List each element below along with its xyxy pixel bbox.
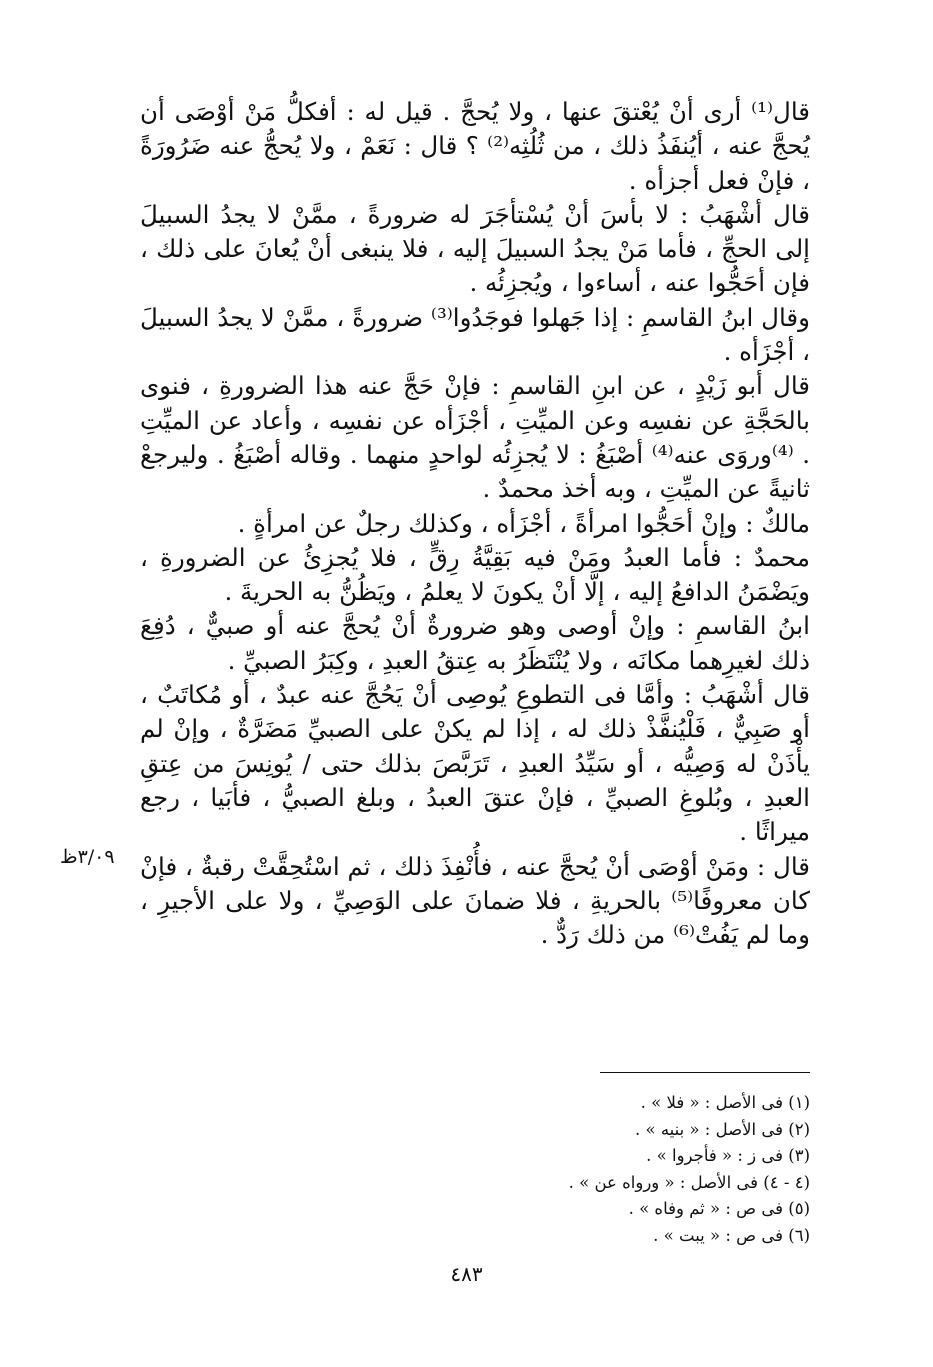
manuscript-folio-note: ٣/٠٩ظ (60, 846, 115, 868)
footnote-1: (١) فى الأصل : « فلا » . (640, 1093, 810, 1112)
footnote-6: (٦) فى ص : « يبت » . (653, 1225, 810, 1245)
footnote-2: (٢) فى الأصل : « بنيه » . (635, 1119, 810, 1139)
paragraph-2: قال أشْهَبُ : لا بأسَ أنْ يُسْتأجَرَ له ضرورةً ، ممَّنْ لا يجدُ السبيلَ إلى الحجِّ ، فأما مَنْ يجدُ السبيلَ إليه ، فلا ينبغى أنْ يُعانَ على ذلك ، فإن أحَجُّوا عنه ، أساءوا ، ويُجزِئُه . (140, 199, 810, 298)
paragraph-1: قال⁽¹⁾ أرى أنْ يُعْتقَ عنها ، ولا يُحجَّ . قيل له : أفكلُّ مَنْ أوْصَى أن يُحجَّ عنه ، أيُنفَذُ ذلك ، من ثُلُثِه⁽²⁾ ؟ قال : نَعَمْ ، ولا يُحجُّ عنه ضَرُورَةً ، فإنْ فعل أجزأه . (140, 97, 810, 195)
footnote-4: (٤ - ٤) فى الأصل : « ورواه عن » . (568, 1172, 810, 1192)
paragraph-8: قال أشْهَبُ : وأمَّا فى التطوعِ يُوصِى أنْ يَحُجَّ عنه عبدٌ ، أو مُكاتَبٌ ، أو صَبِيٌّ ، فَلْيُنفَّذْ ذلك له ، إذا لم يكنْ على الصبيِّ مَضَرَّةٌ ، وإنْ لم يأْذَنْ له وَصِيُّه ، أو سَيِّدُ العبدِ ، تَرَبَّصَ بذلك حتى / يُونِسَ من عِتقِ العبدِ ، وبُلوغِ الصبيِّ ، فإنْ عتقَ العبدُ ، وبلغ الصبيُّ ، فأبَيا ، رجع ميراثًا . (140, 680, 810, 847)
footnotes (420, 1090, 810, 1249)
paragraph-7: ابنُ القاسمِ : وإنْ أوصى وهو ضرورةٌ أنْ يُحجَّ عنه أو صبيٌّ ، دُفِعَ ذلك لغيرِهما مكانَه ، ولا يُنْتَظَرُ به عِتقُ العبدِ ، وكِبَرُ الصبيِّ . (140, 611, 810, 675)
paragraph-6: محمدٌ : فأما العبدُ ومَنْ فيه بَقِيَّةُ رِقٍّ ، فلا يُجزِئُ عن الضرورةِ ، ويَضْمَنُ الدافعُ إليه ، إلَّا أنْ يكونَ لا يعلمُ ، ويَظُنُّ به الحريةَ . (140, 542, 810, 607)
paragraph-4: قال أبو زَيْدٍ ، عن ابنِ القاسمِ : فإنْ حَجَّ عنه هذا الضرورةِ ، فنوى بالحَجَّةِ عن نفسِه وعن الميِّتِ ، أجْزَأه عن نفسِه ، وأعاد عن الميِّتِ . ⁽⁴⁾وروَى عنه⁽⁴⁾ أصْبَغُ : لا يُجزِئُه لواحدٍ منهما . وقاله أصْبَغُ . وليرجعْ ثانيةً عن الميِّتِ ، وبه أخذ محمدٌ . (140, 371, 811, 504)
paragraph-3: وقال ابنُ القاسمِ : إذا جَهلوا فوجَدُوا⁽³⁾ ضرورةً ، ممَّنْ لا يجدُ السبيلَ ، أجْزَأه . (140, 302, 810, 367)
footnote-3: (٣) فى ز : « فأجروا » . (646, 1146, 810, 1165)
footnote-5: (٥) فى ص : « ثم وفاه » . (628, 1199, 810, 1218)
page-number: ٤٨٣ (450, 1262, 483, 1286)
paragraph-9: قال : ومَنْ أوْصَى أنْ يُحجَّ عنه ، فأُنْفِذَ ذلك ، ثم اسْتُحِقَّتْ رقبةٌ ، فإنْ كان معروفًا⁽⁵⁾ بالحريةِ ، فلا ضمانَ على الوَصِيِّ ، ولا على الأجيرِ ، وما لم يَفُتْ⁽⁶⁾ من ذلك رَدٌّ . (140, 851, 810, 950)
paragraph-5: مالكٌ : وإنْ أحَجُّوا امرأةً ، أجْزَأه ، وكذلك رجلٌ عن امرأةٍ . (237, 508, 810, 538)
footnote-separator (600, 1072, 810, 1073)
main-text (140, 95, 810, 952)
